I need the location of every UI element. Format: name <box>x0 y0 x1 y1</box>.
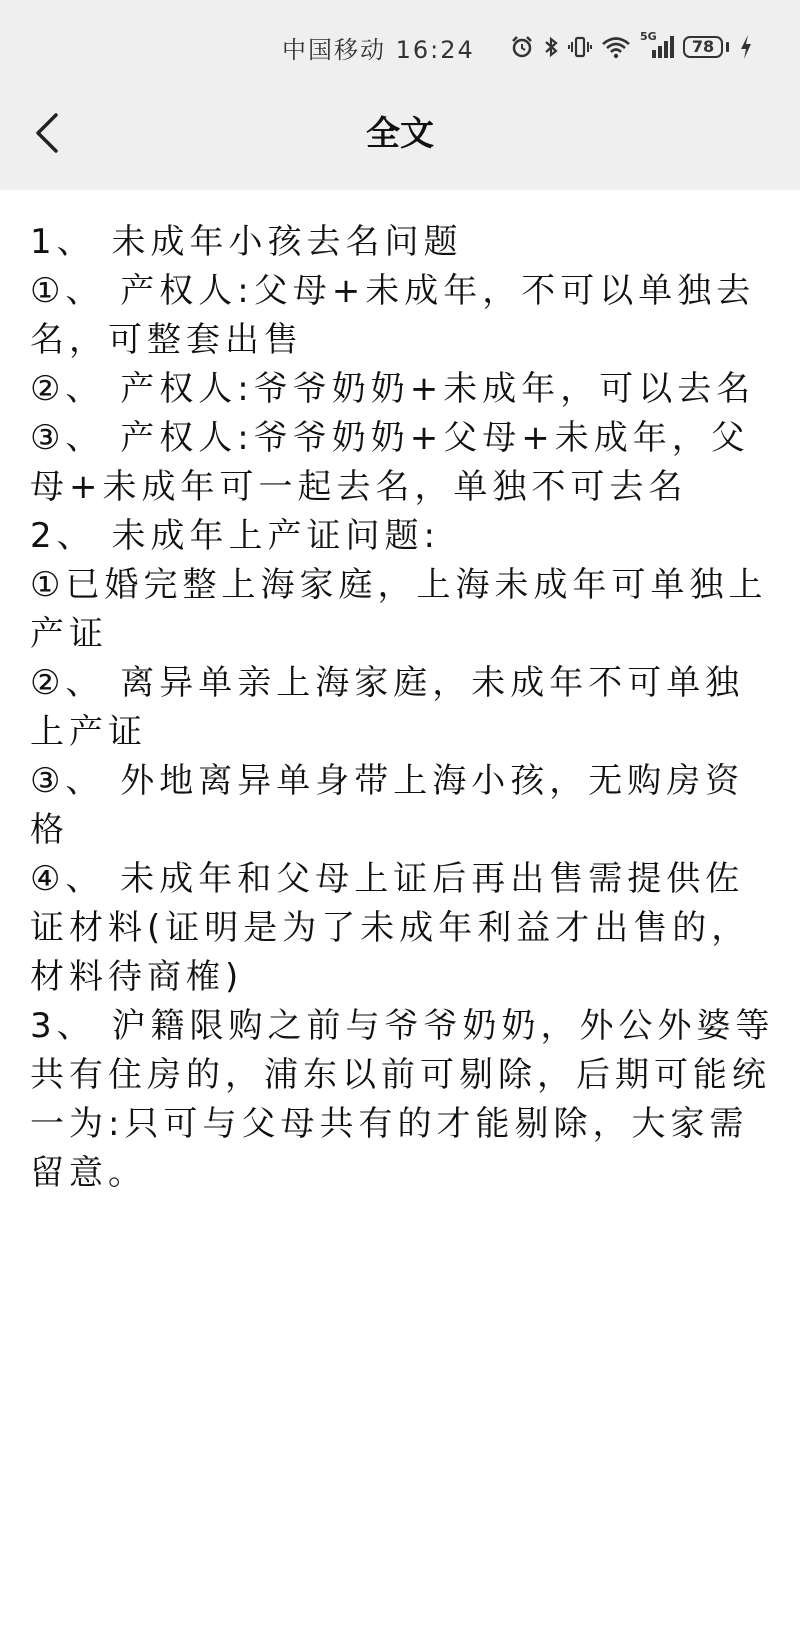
content-line: ②、 离异单亲上海家庭，未成年不可单独上产证 <box>30 663 745 752</box>
content-line: 1、 未成年小孩去名问题 <box>30 222 463 262</box>
battery-level: 78 <box>683 36 723 58</box>
vibrate-icon <box>568 35 592 59</box>
nav-bar <box>0 92 800 190</box>
header-area <box>0 0 800 190</box>
content-line: ②、 产权人:爷爷奶奶+未成年，可以去名 <box>30 369 756 409</box>
page-title: 全文 <box>366 114 434 154</box>
bluetooth-icon <box>543 35 559 59</box>
article-content <box>30 218 782 1198</box>
network-label: 5G <box>640 30 657 43</box>
content-line: 2、 未成年上产证问题: <box>30 516 440 556</box>
content-line: ①已婚完整上海家庭，上海未成年可单独上产证 <box>30 565 768 654</box>
signal-icon <box>640 30 674 60</box>
wifi-icon <box>601 35 631 59</box>
carrier-time: 中国移动 16:24 <box>282 36 475 64</box>
alarm-icon <box>510 35 534 59</box>
battery-icon <box>683 36 730 58</box>
charging-icon <box>739 34 753 60</box>
content-line: 3、 沪籍限购之前与爷爷奶奶，外公外婆等共有住房的，浦东以前可剔除，后期可能统一为:只可与父母共有的才能剔除，大家需留意。 <box>30 1006 775 1193</box>
content-line: ③、 外地离异单身带上海小孩，无购房资格 <box>30 761 745 850</box>
status-icons <box>510 30 753 64</box>
content-line: ③、 产权人:爷爷奶奶+父母+未成年，父母+未成年可一起去名，单独不可去名 <box>30 418 750 507</box>
status-bar <box>0 0 800 92</box>
content-line: ④、 未成年和父母上证后再出售需提供佐证材料(证明是为了未成年利益才出售的，材料待商榷) <box>30 859 751 997</box>
content-line: ①、 产权人:父母+未成年，不可以单独去名，可整套出售 <box>30 271 756 360</box>
